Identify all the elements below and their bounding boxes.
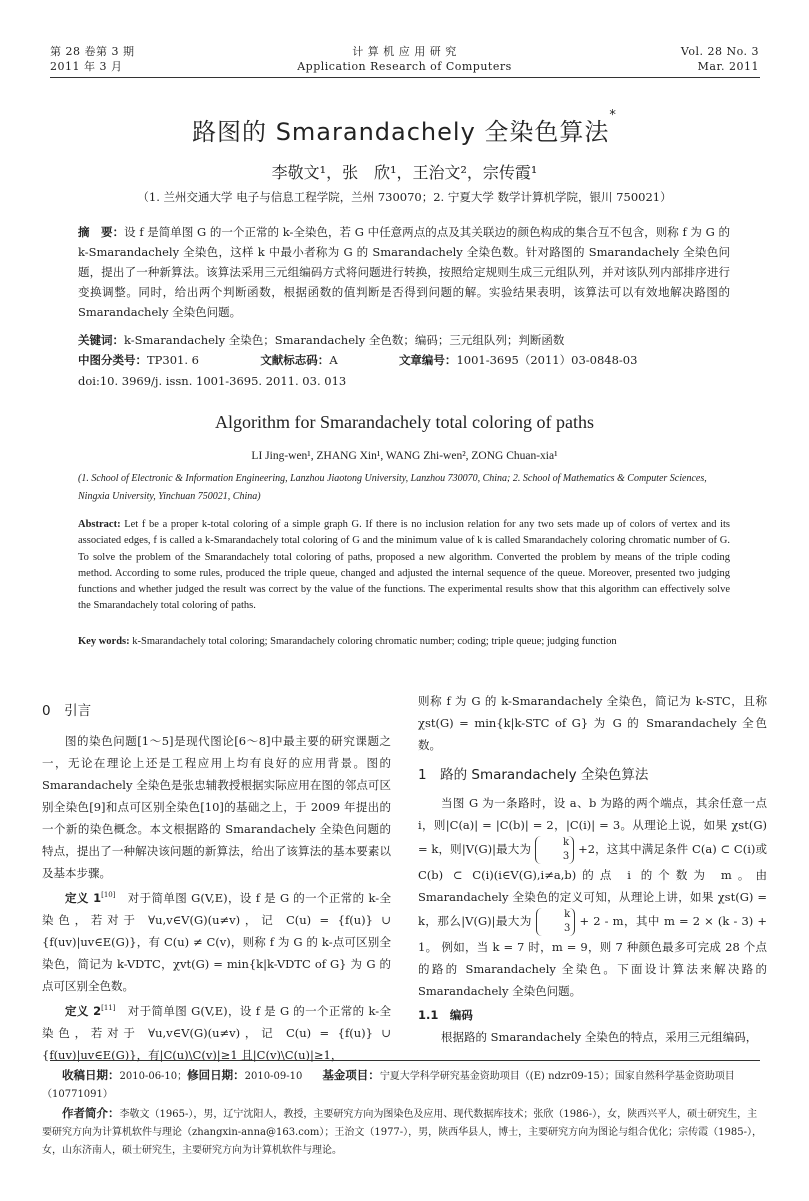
p1-part-f: + 2 - m，其中 m = 2 × (k - 3) + 1。 [418,914,768,954]
clc-value: TP301. 6 [147,353,199,367]
binomial-1-bottom: 3 [562,851,570,862]
affiliation-zh: （1. 兰州交通大学 电子与信息工程学院，兰州 730070；2. 宁夏大学 数学计算机学院，银川 750021） [137,190,672,204]
abstract-en-label: Abstract: [78,519,121,530]
revised-label: 修回日期： [187,1068,245,1082]
footnote-bio [42,1104,767,1160]
abstract-en-text: Let f be a proper k-total coloring of a simple graph G. If there is no inclusion relation for any two sets made up of colors of vertex and its associated edges, f is called a k-Smarandachely total coloring of G and the minimum value of k is called Smarandachely coloring chromatic number of G. To solve the problem of the Smarandachely total coloring of paths, proposed a new algorithm. Converted the problem by means of the triple coding method. According to some rules, produced the triple queue, changed and adjusted the internal sequence of the queue. Moreover, presented two judging functions and whether judged the result was correct by the value of the functions. The experimental results show that this algorithm can effectively solve the Smarandachely total coloring of paths. [78,519,731,612]
authors-en: LI Jing-wen¹, ZHANG Xin¹, WANG Zhi-wen², ZONG Chuan-xia¹ [251,450,558,462]
paper-title-en: Algorithm for Smarandachely total coloring of paths [215,412,594,432]
classification-line [78,350,730,370]
section-1-paragraph [418,792,767,1002]
definition-2 [42,997,391,1066]
section-0-heading: 0 引言 [42,703,92,719]
fund-label: 基金项目： [322,1068,380,1082]
p1-part-e: k，那么|V(G)|最大为 [418,914,532,928]
binomial-1-top: k [563,837,570,848]
article-label: 文章编号： [398,353,457,367]
right-column [418,690,767,1048]
keywords-en [78,634,730,650]
definition-2-ref: [11] [101,1003,116,1012]
journal-volume-en [681,44,759,74]
footnote-rule [50,1060,760,1061]
intro-paragraph: 图的染色问题[1～5]是现代图论[6～8]中最主要的研究课题之一，无论在理论上还是工程应用上均有良好的应用背景。图的 Smarandachely 全染色是张忠辅教授根据实际应用在图的邻点可区别全染色[9]和点可区别全染色[10]的基础之上，于 2009 年提出的一个新的染色概念。本文根据路的 Smarandachely 全染色问题的特点，提出了一种解决该问题的新算法，给出了该算法的基本要素以及基本步骤。 [42,734,391,880]
definition-2-continued: 则称 f 为 G 的 k-Smarandachely 全染色，简记为 k-STC，且称 χst(G) = min{k|k-STC of G} 为 G 的 Smarandachely 全色数。 [418,694,767,752]
left-column [42,700,391,1066]
volume-issue: 第 28 卷第 3 期 [50,45,135,58]
header-rule [50,77,760,78]
abstract-zh-text: 设 f 是简单图 G 的一个正常的 k-全染色，若 G 中任意两点的点及其关联边的颜色构成的集合互不包含，则称 f 为 G 的 k-Smarandachely 全染色，这样 k 中最小者称为 G 的 Smarandachely 全染色数。针对路图的 Smarandachely 全染色问题，提出了一种新算法。该算法采用三元组编码方式将问题进行转换，按照给定规则生成三元组队列，并对该队列内部排序进行变换调整。同时，给出两个判断函数，根据函数的值判断是否得到问题的解。实验结果表明，该算法可以有效地解决路图的 Smarandachely 全染色问题。 [78,225,730,319]
p1-part-a: 当图 G 为一条路时，设 a、b 为路的两个端点，其余任意一点 i，则|C(a)| = |C(b)| = 2，|C(i)| = 3。从理论上说，如果 [418,796,767,832]
binomial-2-top: k [564,909,571,920]
doc-value: A [329,353,338,367]
section-1-heading: 1 路的 Smarandachely 全染色算法 [418,767,649,783]
keywords-en-text: k-Smarandachely total coloring; Smarandachely coloring chromatic number; coding; triple queue; judging function [132,636,617,647]
definition-1 [42,884,391,997]
binomial-1 [535,836,574,864]
footnote [42,1066,767,1160]
journal-name-zh: 计 算 机 应 用 研 究 [352,45,457,58]
keywords-en-label: Key words: [78,636,130,647]
doc-label: 文献标志码： [260,353,330,367]
bio-text: 李敬文（1965-），男，辽宁沈阳人，教授，主要研究方向为图染色及应用、现代数据库技术；张欣（1986-），女，陕西兴平人，硕士研究生，主要研究方向为计算机软件与理论（zhangxin-anna@163.com）；王治文（1977-），男，陕西华县人，博士，主要研究方向为图论与组合优化；宗传霞（1985-），女，山东济南人，硕士研究生，主要研究方向为计算机软件与理论。 [42,1109,762,1156]
definition-2-label: 定义 2 [65,1003,102,1018]
p1-part-c: +2，这其中满足条件 C(a) ⊂ [578,842,731,856]
p1-part-g: 例如，当 k = 7 时，m = 9，则 7 种颜色最多可完成 28 个点的路的 Smarandachely 全染色。下面设计算法来解决路的 Smarandachely 全染色问题。 [418,940,768,998]
clc-label: 中图分类号： [78,353,147,367]
doi: doi:10. 3969/j. issn. 1001-3695. 2011. 03. 013 [78,374,347,388]
journal-name-en: Application Research of Computers [297,60,512,73]
p1-part-d: C(i)或 C(b) ⊂ C(i)(i∈V(G),i≠a,b)的点 i 的个数为 m。由 Smarandachely 全染色的定义可知，从理论上讲，如果 χst(G) = [418,842,768,904]
affiliation-en: (1. School of Electronic & Information Engineering, Lanzhou Jiaotong University, Lanzhou 730070, China; 2. School of Mathematics & Computer Sciences, Ningxia University, Yinchuan 750021, China) [78,473,707,502]
binomial-2 [536,908,575,936]
vol-no: Vol. 28 No. 3 [680,45,759,58]
keywords-zh-text: k-Smarandachely 全染色；Smarandachely 全色数；编码；三元组队列；判断函数 [124,333,565,347]
title-text: 路图的 Smarandachely 全染色算法 [192,118,610,146]
fund-text: 宁夏大学科学研究基金资助项目（(E) ndzr09-15）；国家自然科学基金资助项目（10771091） [42,1071,735,1100]
subsection-1-1-heading: 1.1 编码 [418,1008,473,1022]
definition-1-ref: [10] [101,891,116,899]
date-zh: 2011 年 3 月 [50,60,123,73]
footnote-dates-fund: 收稿日期：2010-06-10；修回日期：2010-09-10 基金项目：宁夏大学科学研究基金资助项目（(E) ndzr09-15）；国家自然科学基金资助项目（10771091） [42,1068,735,1100]
definition-2-text: 对于简单图 G(V,E)，设 f 是 G 的一个正常的 k-全染色，若对于 ∀u,v∈V(G)(u≠v)，记 C(u) = {f(u)} ∪ {f(uv)|uv∈E(G)}，有|C(u)\C(v)|≥1 且|C(v)\C(u)|≥1， [42,1003,391,1062]
authors-zh: 李敬文¹，张 欣¹，王治文²，宗传霞¹ [271,163,538,182]
title-footnote-mark: * [609,108,617,123]
binomial-2-bottom: 3 [563,923,571,934]
bio-label: 作者简介： [62,1106,120,1120]
definition-1-text: 对于简单图 G(V,E)，设 f 是 G 的一个正常的 k-全染色，若对于 ∀u,v∈V(G)(u≠v)，记 C(u) = {f(u)} ∪ {f(uv)|uv∈E(G)}，有 C(u) ≠ C(v)，则称 f 为 G 的 k-点可区别全染色，简记为 k-VDTC，χvt(G) = min{k|k-VDTC of G} 为 G 的点可区别全色数。 [42,890,391,993]
keywords-zh [78,330,730,350]
date-en: Mar. 2011 [697,60,759,73]
received-date: 2010-06-10 [119,1071,178,1082]
p1-part-b: χst(G) = k，则|V(G)|最大为 [418,818,767,856]
definition-1-label: 定义 1 [65,890,102,905]
article-value: 1001-3695（2011）03-0848-03 [456,353,638,367]
abstract-zh [78,222,730,322]
coding-paragraph: 根据路的 Smarandachely 全染色的特点，采用三元组编码， [441,1030,758,1044]
paper-title-zh [0,108,809,147]
abstract-en [78,517,730,615]
abstract-zh-label: 摘 要： [78,225,125,239]
received-label: 收稿日期： [62,1068,120,1082]
revised-date: 2010-09-10 [244,1071,303,1082]
keywords-zh-label: 关键词： [78,333,124,347]
